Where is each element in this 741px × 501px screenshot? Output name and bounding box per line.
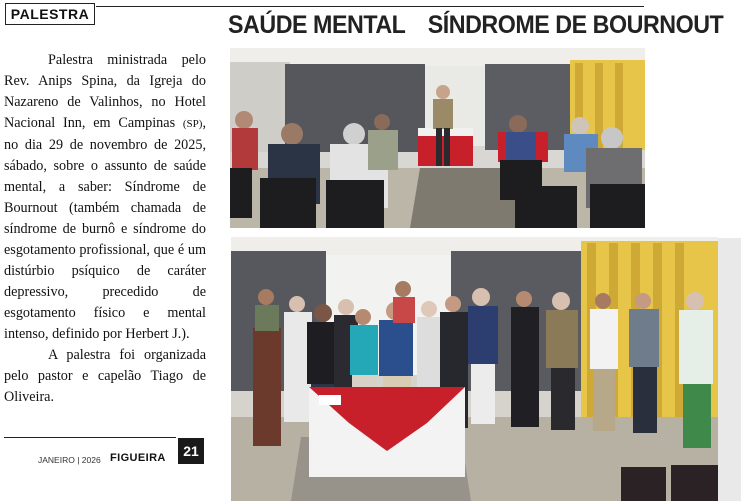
photo-group-image xyxy=(231,237,718,501)
article-paragraph-1: Palestra ministrada pelo Rev. Anips Spina, da Igreja do Nazareno de Valinhos, no Hotel Nacional Inn, em Campinas (SP), no dia 29 de novembro de 2025, sábado, sobre o assunto de saúde mental, a saber: Síndrome de Bournout (também chamada de síndrome de burnô e síndrome do esgotamento profissional, que é um distúrbio psíquico de caráter depressivo, precedido de esgotamento físico e mental intenso, definido por Herbert J.). xyxy=(4,52,206,342)
section-label: PALESTRA xyxy=(5,3,95,25)
magazine-logo: FIGUEIRA xyxy=(110,452,166,464)
photo-lecture xyxy=(230,48,645,228)
article-body xyxy=(4,50,206,408)
headline xyxy=(228,8,724,42)
page-number: 21 xyxy=(178,438,204,464)
page-edge xyxy=(718,238,741,501)
footer-rule xyxy=(4,437,176,438)
footer-date: JANEIRO | 2026 xyxy=(38,455,101,465)
photo-lecture-image xyxy=(230,48,645,228)
top-rule xyxy=(96,6,644,7)
article-paragraph-2: A palestra foi organizada pelo pastor e capelão Tiago de Oliveira. xyxy=(4,347,206,405)
headline-topic: SAÚDE MENTAL xyxy=(228,10,406,39)
state-abbrev: (SP) xyxy=(182,118,203,130)
photo-group xyxy=(231,237,718,501)
headline-subtopic: SÍNDROME DE BOURNOUT xyxy=(427,10,724,39)
